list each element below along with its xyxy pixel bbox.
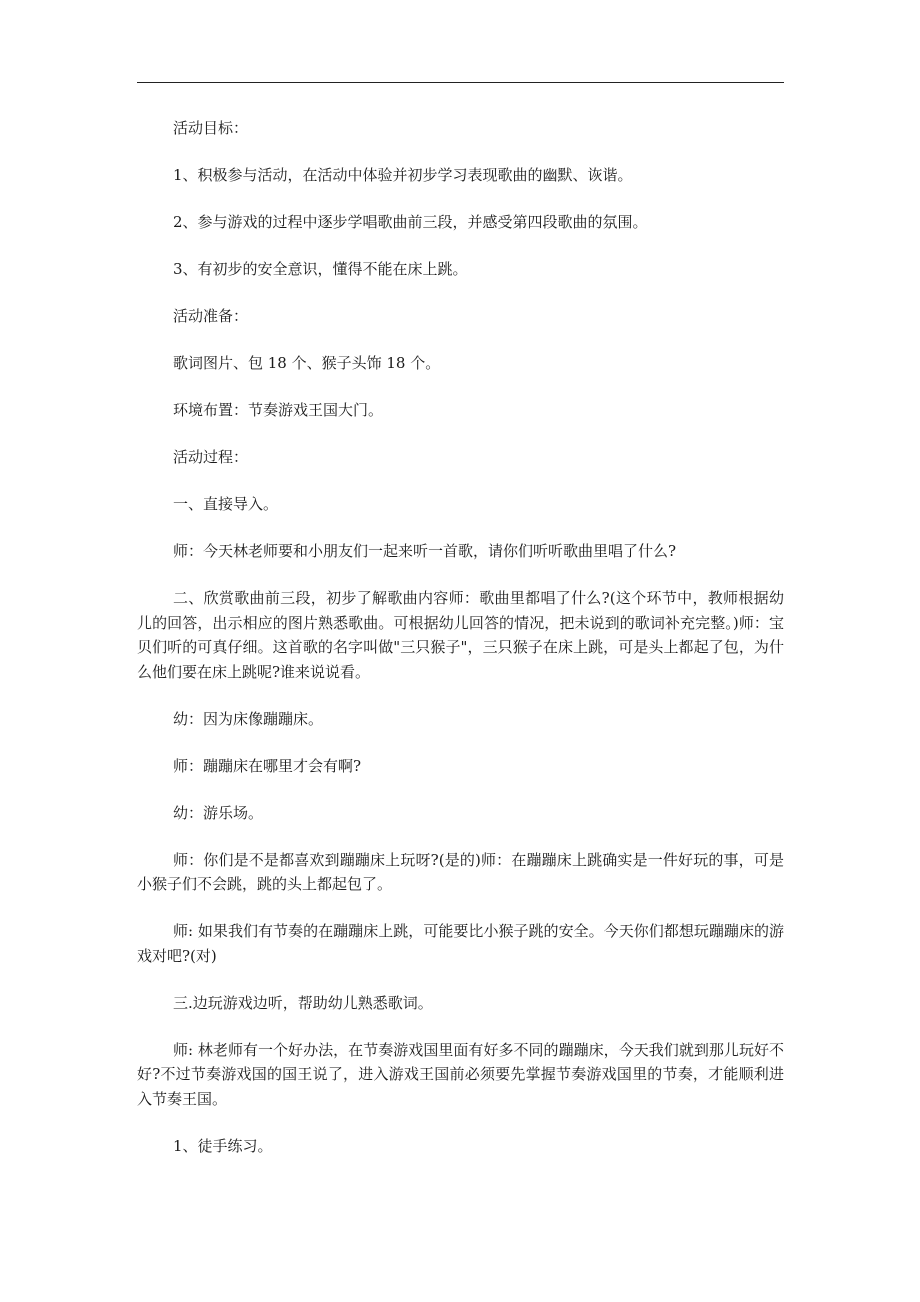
dialogue-paragraph: 幼：因为床像蹦蹦床。 [173,709,324,728]
heading-activity-preparation: 活动准备： [173,307,249,325]
step-2-appreciate-song: 二、欣赏歌曲前三段，初步了解歌曲内容师：歌曲里都唱了什么?(这个环节中，教师根据幼儿的回答，出示相应的图片熟悉歌曲。可根据幼儿回答的情况，把未说到的歌词补充完整。)师：宝贝们听的可真仔细。这首歌的名字叫做"三只猴子"，三只猴子在床上跳，可是头上都起了包，为什么他们要在床上跳呢?谁来说说看。 [137,589,784,681]
step-1-intro: 一、直接导入。 [173,495,279,513]
dialogue-paragraph: 师：你们是不是都喜欢到蹦蹦床上玩呀?(是的)师：在蹦蹦床上跳确实是一件好玩的事，可是小猴子们不会跳，跳的头上都起包了。 [137,850,784,893]
step-3-play-and-listen: 三.边玩游戏边听，帮助幼儿熟悉歌词。 [173,993,433,1012]
dialogue-paragraph: 师: 林老师有一个好办法，在节奏游戏国里面有好多不同的蹦蹦床，今天我们就到那儿玩好不好?不过节奏游戏国的国王说了，进入游戏王国前必须要先掌握节奏游戏国里的节奏，才能顺利进入节奏王国。 [137,1040,784,1108]
goal-item-2: 2、参与游戏的过程中逐步学唱歌曲前三段，并感受第四段歌曲的氛围。 [173,213,648,231]
header-rule [137,82,784,83]
dialogue-paragraph: 师: 如果我们有节奏的在蹦蹦床上跳，可能要比小猴子跳的安全。今天你们都想玩蹦蹦床的游戏对吧?(对) [137,922,784,965]
heading-activity-process: 活动过程： [173,448,249,466]
goal-item-3: 3、有初步的安全意识，懂得不能在床上跳。 [173,260,468,278]
environment-setup: 环境布置：节奏游戏王国大门。 [173,401,384,419]
dialogue-paragraph: 师：蹦蹦床在哪里才会有啊? [173,756,362,775]
sub-step-1-practice: 1、徒手练习。 [173,1136,273,1155]
document-body [137,116,784,1158]
heading-activity-goals: 活动目标： [173,119,249,137]
goal-item-1: 1、积极参与活动，在活动中体验并初步学习表现歌曲的幽默、诙谐。 [173,166,633,184]
preparation-materials: 歌词图片、包 18 个、猴子头饰 18 个。 [173,354,441,372]
dialogue-paragraph: 幼：游乐场。 [173,803,264,822]
dialogue-paragraph: 师：今天林老师要和小朋友们一起来听一首歌，请你们听听歌曲里唱了什么? [173,542,677,560]
